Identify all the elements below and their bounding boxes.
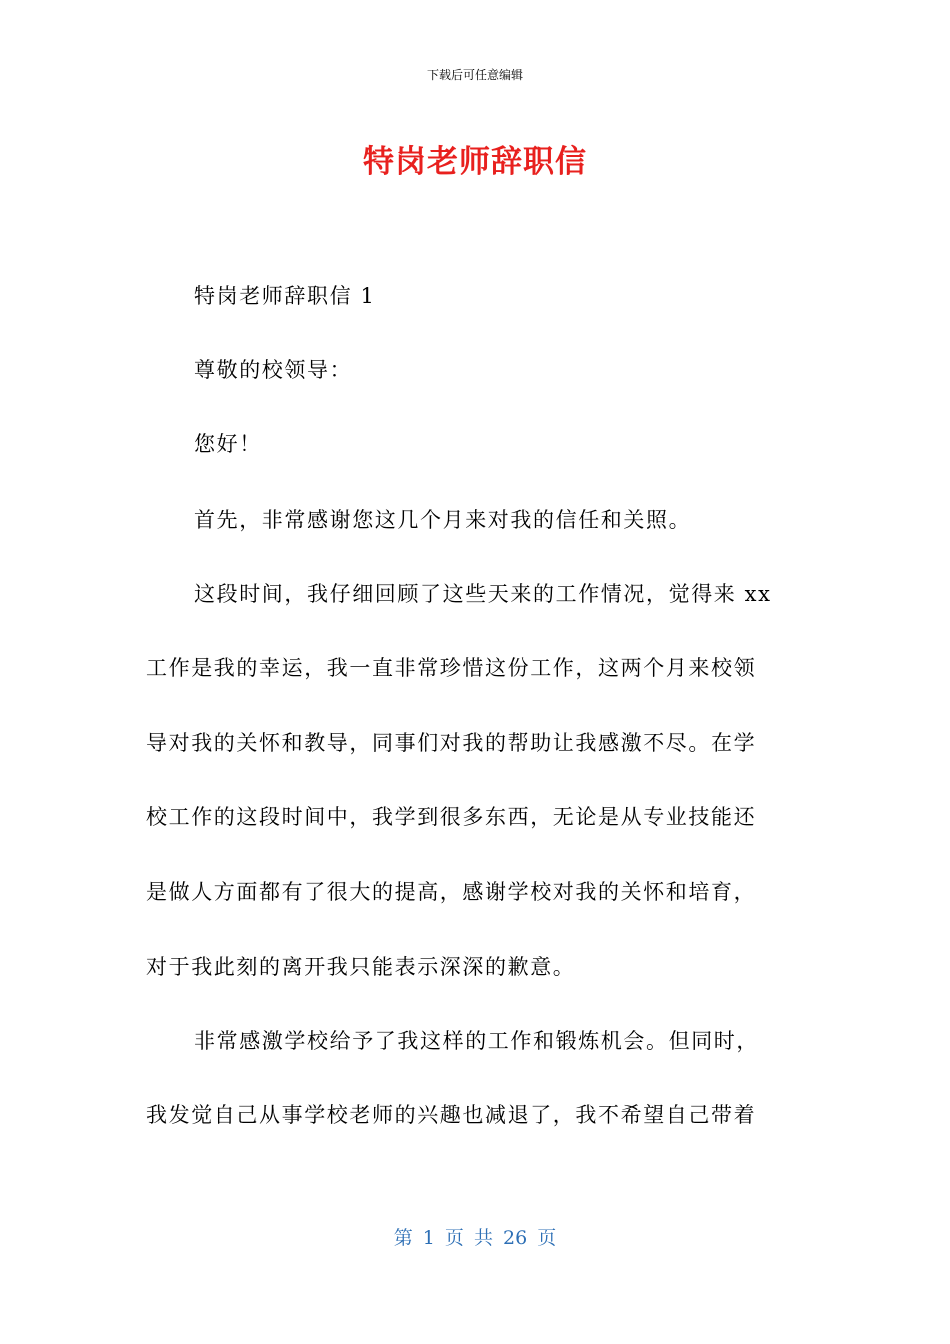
header-note: 下载后可任意编辑 [426,68,523,82]
paragraph-line: 对于我此刻的离开我只能表示深深的歉意。 [146,955,576,979]
paragraph-line: 导对我的关怀和教导，同事们对我的帮助让我感激不尽。在学 [146,731,757,755]
paragraph-line: 这段时间，我仔细回顾了这些天来的工作情况，觉得来 xx [194,582,772,606]
page-indicator: 第 1 页 共 26 页 [393,1227,557,1249]
subtitle-line: 特岗老师辞职信 1 [194,284,376,308]
paragraph-line: 非常感激学校给予了我这样的工作和锻炼机会。但同时， [194,1029,759,1053]
greeting-line: 您好！ [194,432,262,456]
paragraph-line: 首先，非常感谢您这几个月来对我的信任和关照。 [194,508,692,532]
document-title: 特岗老师辞职信 [363,144,587,180]
paragraph-line: 我发觉自己从事学校老师的兴趣也减退了，我不希望自己带着 [146,1103,757,1127]
salutation-line: 尊敬的校领导： [194,358,353,382]
paragraph-line: 工作是我的幸运，我一直非常珍惜这份工作，这两个月来校领 [146,656,757,680]
paragraph-line: 是做人方面都有了很大的提高，感谢学校对我的关怀和培育， [146,880,757,904]
paragraph-line: 校工作的这段时间中，我学到很多东西，无论是从专业技能还 [146,805,757,829]
